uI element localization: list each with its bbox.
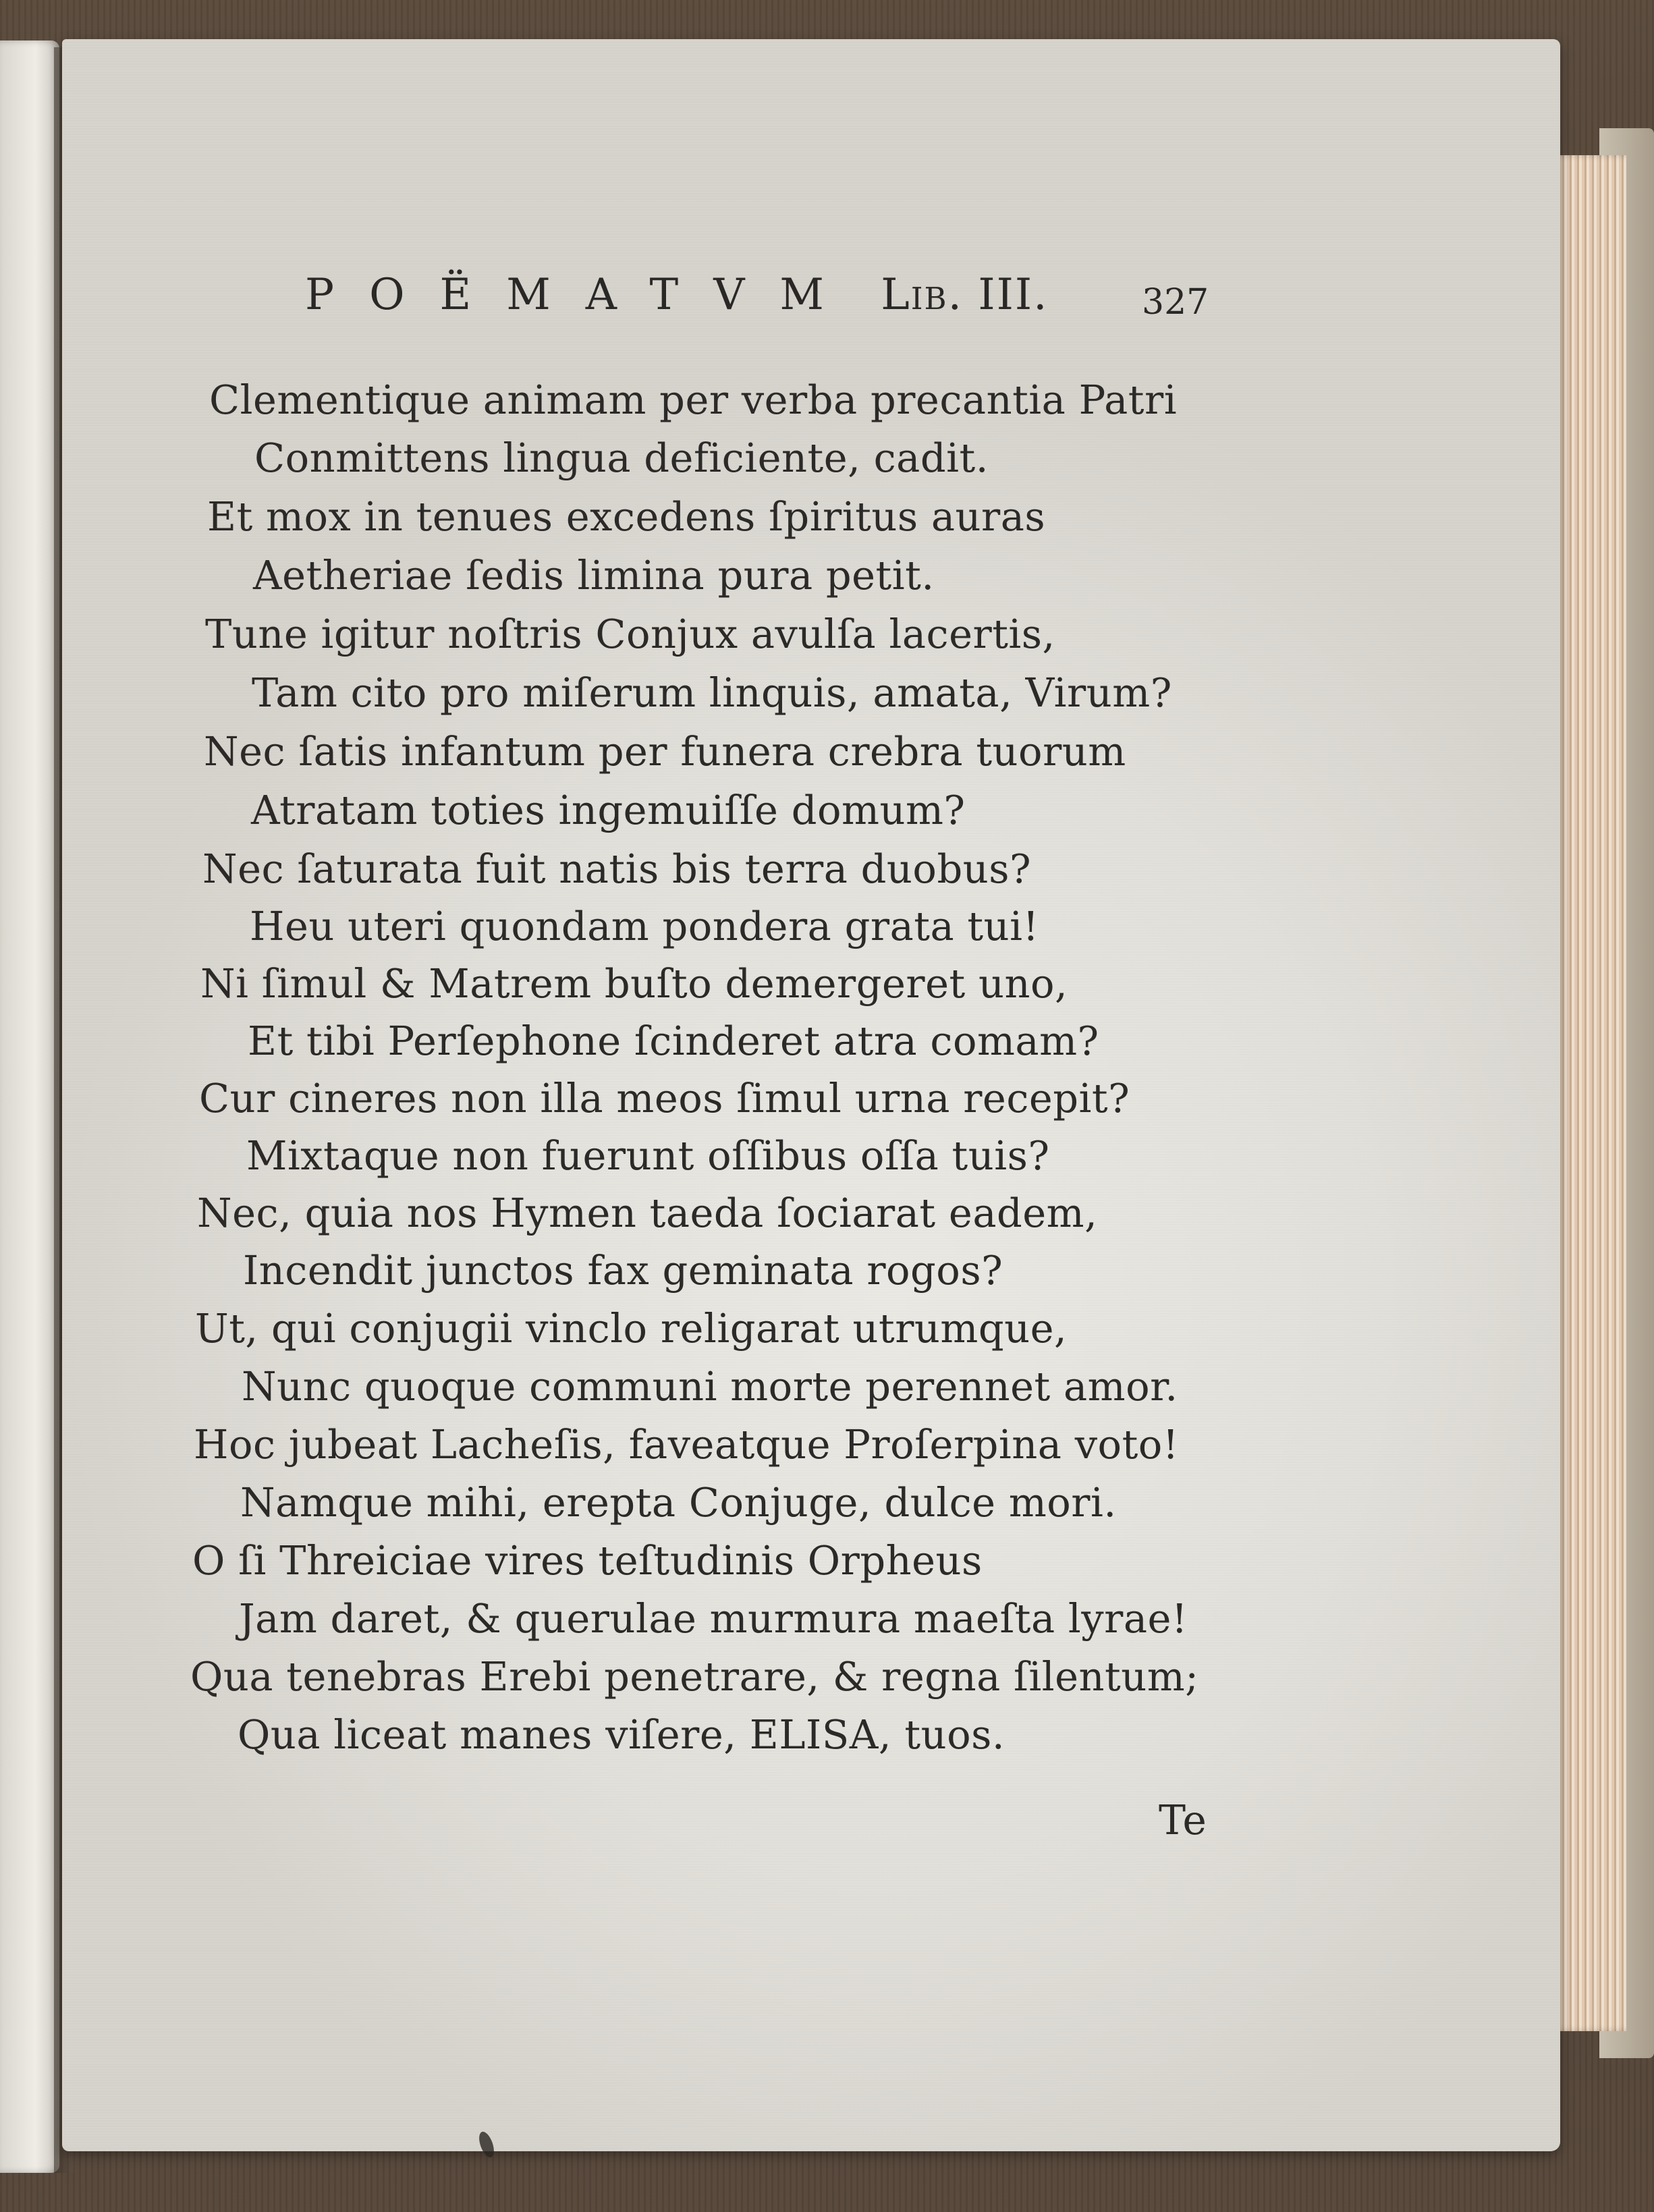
page-text bbox=[62, 39, 1560, 2151]
verse-line: Qua liceat manes viſere, ELISA, tuos. bbox=[238, 1711, 1005, 1758]
verse-line: Nunc quoque communi morte perennet amor. bbox=[242, 1363, 1178, 1410]
verse-line: Hoc jubeat Lacheſis, faveatque Proſerpina voto! bbox=[194, 1421, 1180, 1468]
verse-line: Ni ſimul & Matrem buſto demergeret uno, bbox=[200, 960, 1068, 1007]
running-title: POËMATVM bbox=[305, 270, 859, 320]
book-page bbox=[62, 39, 1560, 2151]
verse-line: O ſi Threiciae vires teſtudinis Orpheus bbox=[192, 1537, 983, 1584]
verse-line: Qua tenebras Erebi penetrare, & regna ſilentum; bbox=[190, 1653, 1199, 1700]
running-header bbox=[305, 270, 1049, 320]
catchword: Te bbox=[1159, 1797, 1207, 1844]
verse-line: Incendit junctos fax geminata rogos? bbox=[243, 1247, 1003, 1294]
verse-line: Clementique animam per verba precantia Patri bbox=[209, 377, 1178, 423]
verse-line: Ut, qui conjugii vinclo religarat utrumque, bbox=[195, 1305, 1068, 1352]
verse-line: Cur cineres non illa meos ſimul urna recepit? bbox=[199, 1075, 1130, 1122]
verse-line: Tam cito pro miſerum linquis, amata, Virum? bbox=[252, 669, 1172, 716]
book-label: Lib. III. bbox=[881, 270, 1049, 320]
verse-line: Mixtaque non fuerunt oſſibus oſſa tuis? bbox=[246, 1132, 1050, 1179]
verse-line: Namque mihi, erepta Conjuge, dulce mori. bbox=[240, 1479, 1117, 1526]
verse-line: Aetheriae ſedis limina pura petit. bbox=[253, 552, 935, 599]
ink-mark bbox=[476, 2130, 497, 2159]
page-fore-edge bbox=[1552, 155, 1626, 2031]
verse-line: Heu uteri quondam pondera grata tui! bbox=[250, 903, 1039, 949]
verse-line: Et tibi Perſephone ſcinderet atra comam? bbox=[248, 1018, 1099, 1064]
verse-line: Atratam toties ingemuiſſe domum? bbox=[251, 787, 966, 833]
verse-line: Nec, quia nos Hymen taeda ſociarat eadem, bbox=[197, 1190, 1098, 1236]
left-page-edge bbox=[0, 40, 59, 2173]
verse-line: Conmittens lingua deficiente, cadit. bbox=[254, 435, 989, 481]
verse-line: Jam daret, & querulae murmura maeſta lyrae! bbox=[239, 1595, 1188, 1642]
verse-line: Nec ſatis infantum per funera crebra tuorum bbox=[204, 728, 1126, 775]
verse-line: Tune igitur noſtris Conjux avulſa lacertis, bbox=[205, 611, 1055, 657]
verse-line: Et mox in tenues excedens ſpiritus auras bbox=[207, 493, 1046, 540]
page-number: 327 bbox=[1142, 282, 1209, 323]
verse-line: Nec ſaturata fuit natis bis terra duobus? bbox=[202, 846, 1032, 892]
